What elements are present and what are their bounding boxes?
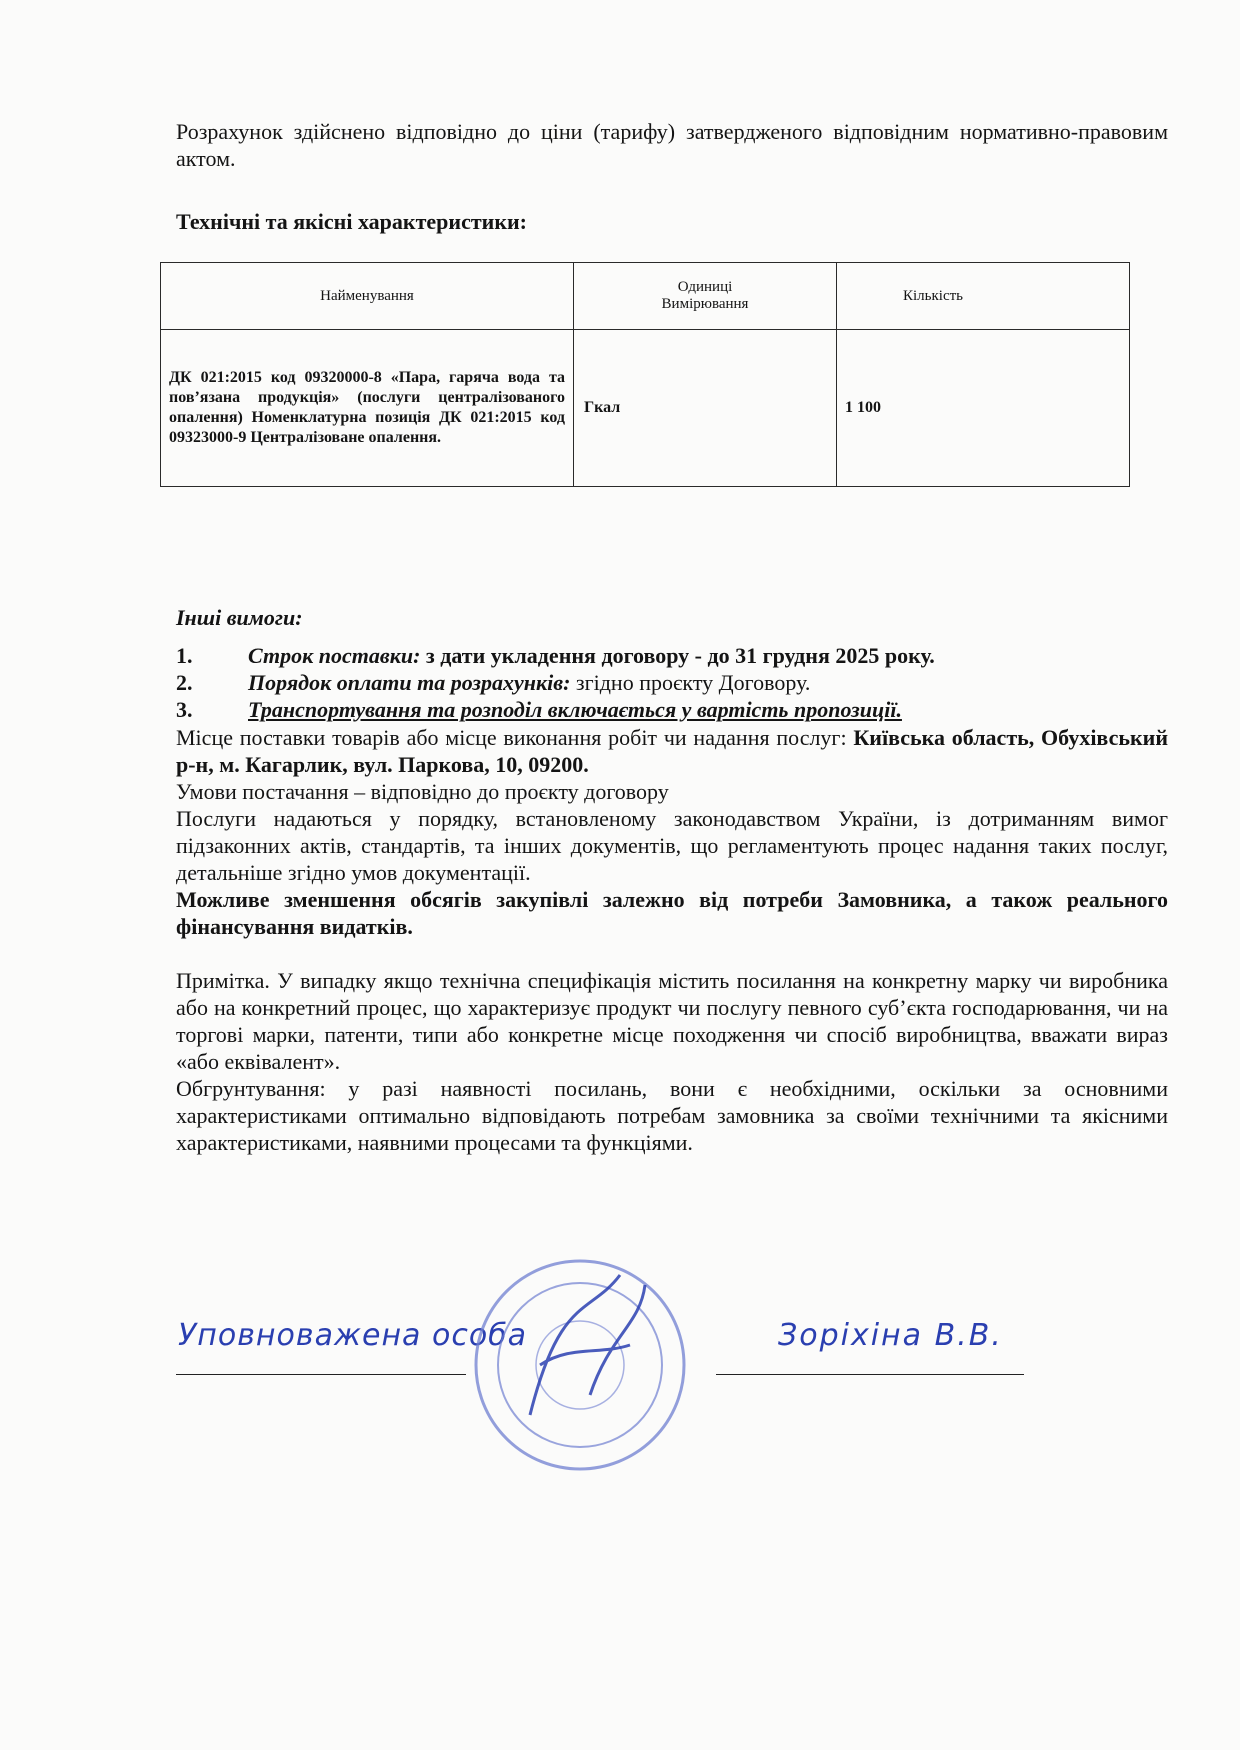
- tech-heading: Технічні та якісні характеристики:: [176, 209, 527, 234]
- requirements-list: [176, 642, 935, 723]
- list-item: 2. Порядок оплати та розрахунків: згідно проєкту Договору.: [176, 670, 811, 695]
- table-row: [161, 330, 1130, 487]
- header-unit-line1: Одиниці: [677, 279, 733, 295]
- note-text: Примітка. У випадку якщо технічна специфікація містить посилання на конкретну марку чи виробника або на конкретний процес, що характеризує продукт чи послугу певного суб’єкта господарювання, чи на торгові марки, патенти, типи або конкретне місце походження чи спосіб виробництва, вважати вираз «або еквівалент».: [176, 968, 1168, 1074]
- signature-right: Зоріхіна В.В.: [778, 1318, 1003, 1353]
- header-name: Найменування: [161, 263, 574, 330]
- table-header-row: [161, 263, 1130, 330]
- spec-table: [160, 262, 1130, 487]
- delivery-place: Місце поставки товарів або місце виконання робіт чи надання послуг: Київська область, Обухівський р-н, м. Кагарлик, вул. Паркова, 10, 09200.: [176, 725, 1169, 777]
- signature-line-right: [716, 1374, 1024, 1375]
- signature-line-left: [176, 1374, 466, 1375]
- list-item: 3. Транспортування та розподіл включається у вартість пропозиції.: [176, 697, 902, 722]
- seal-stamp: [470, 1255, 690, 1475]
- justification-text: Обгрунтування: у разі наявності посилань, вони є необхідними, оскільки за основними характеристиками оптимально відповідають потребам замовника за своїми технічними та якісними характеристиками, наявними процесами та функціями.: [176, 1076, 1168, 1155]
- other-heading: Інші вимоги:: [176, 605, 303, 630]
- list-item: 1. Строк поставки: з дати укладення договору - до 31 грудня 2025 року.: [176, 643, 935, 668]
- cell-unit: Гкал: [574, 330, 837, 487]
- header-unit: [574, 263, 837, 330]
- intro-text: Розрахунок здійснено відповідно до ціни (тарифу) затвердженого відповідним нормативно-правовим актом.: [176, 119, 1168, 171]
- cell-name: ДК 021:2015 код 09320000-8 «Пара, гаряча вода та пов’язана продукція» (послуги централізованого опалення) Номенклатурна позиція ДК 021:2015 код 09323000-9 Централізоване опалення.: [161, 330, 574, 487]
- header-unit-line2: Вимірювання: [661, 296, 749, 312]
- signature-left: Уповноважена особа: [178, 1318, 528, 1353]
- services-text: Послуги надаються у порядку, встановленому законодавством України, із дотриманням вимог підзаконних актів, стандартів, та інших документів, що регламентують процес надання таких послуг, детальніше згідно умов документації.: [176, 806, 1168, 885]
- cell-quantity: 1 100: [837, 330, 1130, 487]
- header-quantity: Кількість: [837, 263, 1130, 330]
- supply-terms: Умови постачання – відповідно до проєкту договору: [176, 779, 669, 804]
- reduction-text: Можливе зменшення обсягів закупівлі залежно від потреби Замовника, а також реального фінансування видатків.: [176, 887, 1168, 939]
